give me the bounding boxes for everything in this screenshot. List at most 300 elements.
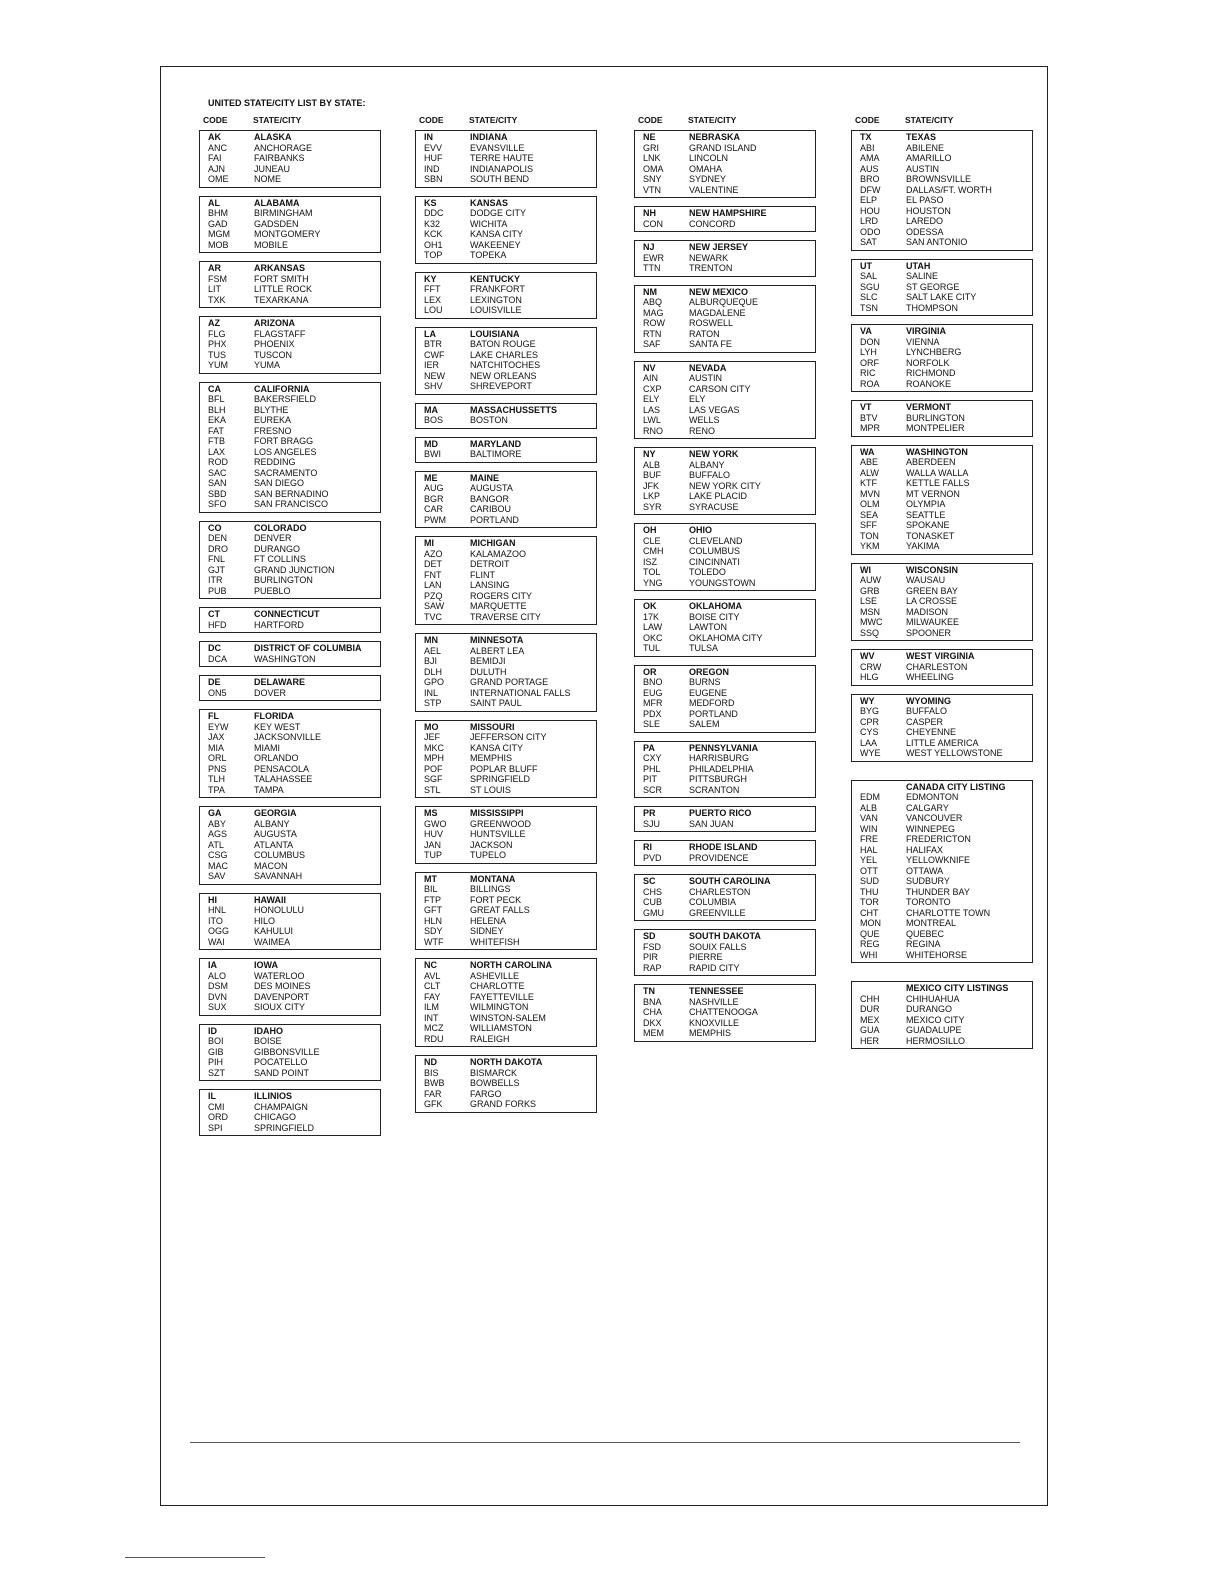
state-code: NV: [643, 362, 656, 373]
city-row: [852, 227, 1032, 238]
city-code: AEL: [424, 645, 442, 656]
city-row: [416, 1068, 596, 1079]
city-code: MGM: [208, 229, 230, 239]
city-row: [635, 263, 815, 274]
city-name: EUREKA: [254, 415, 292, 425]
city-row: [200, 586, 380, 597]
city-row: [852, 520, 1032, 531]
city-code: FNL: [208, 554, 226, 564]
city-row: [852, 423, 1032, 434]
city-row: [852, 887, 1032, 898]
city-code: ITO: [208, 915, 223, 926]
state-heading-row: [416, 439, 596, 450]
city-code: MAG: [643, 307, 664, 318]
city-row: [852, 510, 1032, 521]
state-heading-row: [200, 1026, 380, 1037]
city-row: [416, 174, 596, 185]
city-row: [635, 426, 815, 437]
city-row: [852, 918, 1032, 929]
city-name: DETROIT: [470, 559, 510, 569]
city-code: FRE: [860, 834, 878, 844]
city-name: EL PASO: [906, 195, 944, 205]
city-name: GREEN BAY: [906, 585, 958, 596]
state-heading-row: [416, 960, 596, 971]
city-code: MKC: [424, 742, 444, 753]
state-code: OK: [643, 601, 657, 611]
city-name: FRANKFORT: [470, 284, 525, 294]
city-row: [852, 706, 1032, 717]
state-name: KENTUCKY: [470, 273, 521, 284]
city-code: ALB: [643, 459, 661, 470]
city-name: JACKSON: [470, 839, 513, 850]
city-row: [635, 470, 815, 481]
state-group: [199, 196, 381, 254]
city-row: [416, 1034, 596, 1045]
city-code: DET: [424, 559, 442, 569]
city-row: [416, 153, 596, 164]
city-code: GRB: [860, 585, 880, 596]
city-name: WAKEENEY: [470, 239, 521, 250]
city-row: [200, 992, 380, 1003]
city-row: [635, 612, 815, 623]
city-row: [635, 908, 815, 919]
city-row: [852, 271, 1032, 282]
city-code: LYH: [860, 347, 877, 357]
city-code: BLH: [208, 404, 226, 415]
city-code: SHV: [424, 381, 443, 391]
city-code: CXY: [643, 753, 662, 763]
city-row: [416, 415, 596, 426]
state-heading-row: [852, 402, 1032, 413]
state-group: [415, 403, 597, 429]
column-header: [634, 115, 816, 128]
state-code: MN: [424, 635, 438, 645]
city-name: COLUMBUS: [689, 546, 741, 556]
city-code: TOR: [860, 897, 879, 907]
city-code: AMA: [860, 153, 880, 163]
city-code: BTV: [860, 412, 878, 423]
city-name: NOME: [254, 174, 281, 184]
city-code: GAD: [208, 218, 228, 229]
city-code: FTB: [208, 436, 225, 446]
city-row: [416, 350, 596, 361]
state-group: [199, 958, 381, 1016]
state-name: CONNECTICUT: [254, 609, 320, 619]
city-name: RATON: [689, 328, 720, 339]
state-heading-row: [635, 876, 815, 887]
city-name: SAN DIEGO: [254, 478, 305, 488]
state-code: NM: [643, 286, 657, 297]
city-row: [635, 963, 815, 974]
city-row: [200, 143, 380, 154]
city-row: [200, 329, 380, 340]
city-code: FSD: [643, 941, 661, 952]
city-row: [635, 329, 815, 340]
city-code: QUE: [860, 928, 880, 939]
state-name: IDAHO: [254, 1025, 283, 1036]
city-row: [852, 994, 1032, 1005]
city-code: BTR: [424, 339, 442, 349]
city-name: WINSTON-SALEM: [470, 1012, 546, 1023]
state-code: WY: [860, 695, 875, 706]
city-row: [416, 646, 596, 657]
state-heading-row: [852, 261, 1032, 272]
city-code: LSE: [860, 596, 878, 606]
city-name: LOUISVILLE: [470, 305, 522, 315]
city-code: YEL: [860, 855, 878, 865]
city-row: [852, 792, 1032, 803]
city-name: CHEYENNE: [906, 727, 957, 737]
city-code: HLN: [424, 915, 443, 926]
city-name: KETTLE FALLS: [906, 478, 970, 488]
state-name: MISSOURI: [470, 721, 515, 732]
city-name: GRAND JUNCTION: [254, 564, 335, 575]
city-code: SAN: [208, 478, 227, 488]
city-name: CHARLOTTE: [470, 981, 525, 991]
city-name: SCRANTON: [689, 784, 740, 795]
city-row: [416, 743, 596, 754]
city-row: [635, 698, 815, 709]
state-heading-row: [635, 986, 815, 997]
state-name: VERMONT: [906, 402, 951, 412]
state-code: [852, 983, 906, 994]
city-name: POCATELLO: [254, 1057, 308, 1067]
city-row: [635, 339, 815, 350]
city-row: [852, 195, 1032, 206]
city-name: HARRISBURG: [689, 753, 750, 763]
city-code: FFT: [424, 284, 441, 294]
city-code: SJU: [643, 818, 661, 829]
city-name: GRAND FORKS: [470, 1099, 537, 1109]
city-row: [416, 515, 596, 526]
city-name: BAKERSFIELD: [254, 394, 317, 404]
city-name: OLYMPIA: [906, 499, 946, 509]
city-code: OTT: [860, 865, 878, 876]
city-code: FAR: [424, 1088, 442, 1099]
city-row: [852, 738, 1032, 749]
city-code: GUA: [860, 1025, 880, 1035]
city-code: OKC: [643, 632, 663, 643]
city-row: [416, 219, 596, 230]
city-row: [416, 981, 596, 992]
city-code: WIN: [860, 823, 878, 834]
city-row: [200, 850, 380, 861]
city-name: ALBERT LEA: [470, 645, 525, 656]
state-heading-row: [635, 525, 815, 536]
city-code: SCR: [643, 784, 663, 795]
column-header: [415, 115, 597, 128]
city-code: JAX: [208, 732, 225, 742]
column-3: [634, 115, 816, 1042]
city-code: INT: [424, 1012, 439, 1023]
state-name: MAINE: [470, 472, 499, 483]
city-code: EWR: [643, 252, 664, 263]
state-code: PA: [643, 742, 655, 753]
state-name: MICHIGAN: [470, 538, 516, 548]
state-city-header: STATE/CITY: [688, 115, 737, 125]
city-row: [635, 253, 815, 264]
city-code: GFT: [424, 905, 442, 915]
city-row: [635, 405, 815, 416]
state-group: [634, 447, 816, 515]
city-code: ALB: [860, 802, 878, 813]
city-code: OMA: [643, 163, 664, 174]
city-name: NORFOLK: [906, 357, 950, 368]
city-row: [200, 295, 380, 306]
city-code: EKA: [208, 415, 227, 425]
city-row: [852, 413, 1032, 424]
city-code: HAL: [860, 844, 878, 855]
city-row: [852, 908, 1032, 919]
state-heading-row: [200, 1091, 380, 1102]
state-code: KY: [424, 273, 437, 284]
city-row: [200, 620, 380, 631]
city-row: [852, 499, 1032, 510]
state-name: NORTH DAKOTA: [470, 1057, 543, 1067]
city-name: SPOONER: [906, 627, 952, 638]
city-row: [200, 743, 380, 754]
city-row: [416, 371, 596, 382]
state-name: CALIFORNIA: [254, 383, 310, 394]
city-code: SDY: [424, 926, 443, 936]
state-heading-row: [635, 449, 815, 460]
state-code: NH: [643, 208, 656, 218]
city-row: [200, 405, 380, 416]
city-code: DFW: [860, 184, 881, 195]
city-name: TAMPA: [254, 784, 284, 795]
city-name: BURLINGTON: [254, 575, 313, 585]
city-code: PHL: [643, 763, 661, 774]
city-name: CHARLESTON: [689, 886, 751, 897]
city-name: INTERNATIONAL FALLS: [470, 687, 571, 698]
city-row: [200, 926, 380, 937]
footer-link-underline: [125, 1557, 265, 1558]
city-code: BIS: [424, 1067, 439, 1078]
city-name: WHITEFISH: [470, 936, 520, 947]
state-heading-row: [200, 132, 380, 143]
city-code: ROW: [643, 318, 665, 328]
city-code: AUG: [424, 483, 444, 493]
city-code: CHH: [860, 993, 880, 1004]
city-row: [416, 559, 596, 570]
state-name: MARYLAND: [470, 438, 522, 449]
city-code: KCK: [424, 229, 443, 239]
city-name: INDIANAPOLIS: [470, 163, 534, 174]
code-header: CODE: [419, 115, 444, 125]
city-row: [416, 591, 596, 602]
city-row: [416, 688, 596, 699]
state-code: MS: [424, 808, 438, 818]
state-heading-row: [416, 635, 596, 646]
column-4: [851, 115, 1033, 1049]
city-code: LNK: [643, 153, 661, 163]
city-name: BATON ROUGE: [470, 339, 536, 349]
city-name: WELLS: [689, 415, 720, 425]
city-code: TUL: [643, 643, 661, 653]
city-code: GMU: [643, 907, 664, 918]
city-code: GPO: [424, 677, 445, 687]
city-row: [635, 643, 815, 654]
city-name: HERMOSILLO: [906, 1035, 966, 1046]
city-code: DUR: [860, 1004, 880, 1014]
state-name: MONTANA: [470, 873, 516, 884]
city-name: ANCHORAGE: [254, 142, 313, 153]
state-name: CANADA CITY LISTING: [906, 781, 1006, 792]
city-row: [635, 502, 815, 513]
state-name: ARIZONA: [254, 318, 295, 328]
city-code: IER: [424, 360, 440, 370]
city-name: TEXARKANA: [254, 294, 309, 305]
city-row: [852, 153, 1032, 164]
city-name: DURANGO: [906, 1004, 953, 1014]
city-row: [635, 1018, 815, 1029]
city-code: CHA: [643, 1007, 663, 1017]
state-code: SC: [643, 876, 656, 886]
city-name: PENSACOLA: [254, 763, 310, 774]
city-row: [852, 164, 1032, 175]
state-group: [199, 893, 381, 951]
state-heading-row: [635, 363, 815, 374]
city-row: [200, 774, 380, 785]
state-code: KS: [424, 197, 437, 208]
city-row: [635, 1028, 815, 1039]
city-row: [852, 216, 1032, 227]
state-group: [851, 445, 1033, 555]
city-name: CALGARY: [906, 802, 949, 813]
state-heading-row: [852, 782, 1032, 793]
city-name: HELENA: [470, 915, 507, 926]
state-code: NY: [643, 449, 656, 459]
state-code: OH: [643, 525, 657, 535]
city-name: HILO: [254, 915, 276, 926]
state-heading-row: [200, 895, 380, 906]
city-name: SANTA FE: [689, 339, 732, 349]
city-row: [852, 748, 1032, 759]
state-name: ILLINIOS: [254, 1091, 292, 1101]
state-heading-row: [200, 960, 380, 971]
state-group: [199, 806, 381, 885]
city-row: [416, 992, 596, 1003]
city-row: [852, 575, 1032, 586]
city-name: MAGDALENE: [689, 307, 746, 318]
city-code: BJI: [424, 656, 438, 666]
state-name: TEXAS: [906, 132, 937, 142]
city-name: WEST YELLOWSTONE: [906, 748, 1003, 758]
state-heading-row: [200, 711, 380, 722]
city-code: EVV: [424, 142, 443, 153]
city-row: [416, 971, 596, 982]
city-name: LINCOLN: [689, 153, 729, 163]
state-heading-row: [416, 132, 596, 143]
city-code: SAW: [424, 601, 445, 611]
state-name: ARKANSAS: [254, 263, 306, 273]
state-group: [634, 361, 816, 440]
city-row: [416, 240, 596, 251]
city-row: [200, 916, 380, 927]
city-code: BWB: [424, 1078, 445, 1088]
city-code: FTP: [424, 894, 441, 905]
state-code: MT: [424, 873, 437, 884]
city-row: [416, 1099, 596, 1110]
city-code: DSM: [208, 981, 228, 991]
city-row: [416, 905, 596, 916]
city-name: MONTREAL: [906, 918, 957, 928]
city-code: SEA: [860, 509, 879, 520]
city-name: AUGUSTA: [254, 829, 297, 839]
city-name: ST GEORGE: [906, 281, 960, 292]
city-code: TLH: [208, 774, 226, 784]
state-heading-row: [635, 601, 815, 612]
city-code: SBD: [208, 488, 227, 499]
state-heading-row: [200, 677, 380, 688]
state-name: NEW MEXICO: [689, 286, 749, 297]
city-name: SAND POINT: [254, 1067, 310, 1078]
city-name: REDDING: [254, 457, 296, 467]
city-row: [416, 840, 596, 851]
city-row: [416, 785, 596, 796]
city-code: CYS: [860, 727, 879, 737]
city-row: [852, 717, 1032, 728]
state-group: [415, 471, 597, 529]
city-name: PUEBLO: [254, 585, 291, 596]
state-code: GA: [208, 808, 222, 818]
city-row: [200, 905, 380, 916]
state-code: WV: [860, 651, 875, 661]
city-code: PIR: [643, 952, 659, 962]
city-name: CHARLESTON: [906, 661, 968, 672]
state-name: MISSISSIPPI: [470, 808, 524, 818]
state-heading-row: [852, 651, 1032, 662]
city-name: LAS VEGAS: [689, 404, 740, 415]
city-name: TONASKET: [906, 530, 955, 541]
city-name: LA CROSSE: [906, 596, 958, 606]
city-name: TOPEKA: [470, 250, 507, 260]
city-name: MONTPELIER: [906, 423, 965, 433]
city-code: GIB: [208, 1046, 224, 1057]
city-name: CHICAGO: [254, 1112, 297, 1122]
state-name: NEW YORK: [689, 449, 739, 459]
city-row: [416, 1023, 596, 1034]
city-code: GFK: [424, 1099, 443, 1109]
city-code: BWI: [424, 449, 441, 459]
city-code: MSN: [860, 606, 880, 617]
city-code: TTN: [643, 263, 661, 273]
city-code: SNY: [643, 174, 662, 184]
city-row: [416, 483, 596, 494]
state-group: [415, 872, 597, 951]
state-group: [851, 780, 1033, 964]
city-code: SUX: [208, 1002, 227, 1012]
state-name: NEW JERSEY: [689, 242, 749, 252]
city-name: QUEBEC: [906, 928, 945, 939]
city-row: [852, 457, 1032, 468]
city-row: [416, 850, 596, 861]
city-name: KANSA CITY: [470, 742, 524, 753]
city-code: FAT: [208, 425, 224, 436]
city-row: [200, 654, 380, 665]
state-name: COLORADO: [254, 522, 307, 533]
city-row: [200, 164, 380, 175]
city-row: [852, 803, 1032, 814]
state-name: FLORIDA: [254, 711, 294, 721]
city-code: SLE: [643, 719, 661, 729]
city-name: BURNS: [689, 677, 721, 687]
city-name: WASHINGTON: [254, 653, 316, 664]
city-name: CHIHUAHUA: [906, 993, 960, 1004]
city-row: [635, 677, 815, 688]
city-code: JFK: [643, 480, 660, 491]
city-name: AMARILLO: [906, 153, 952, 163]
